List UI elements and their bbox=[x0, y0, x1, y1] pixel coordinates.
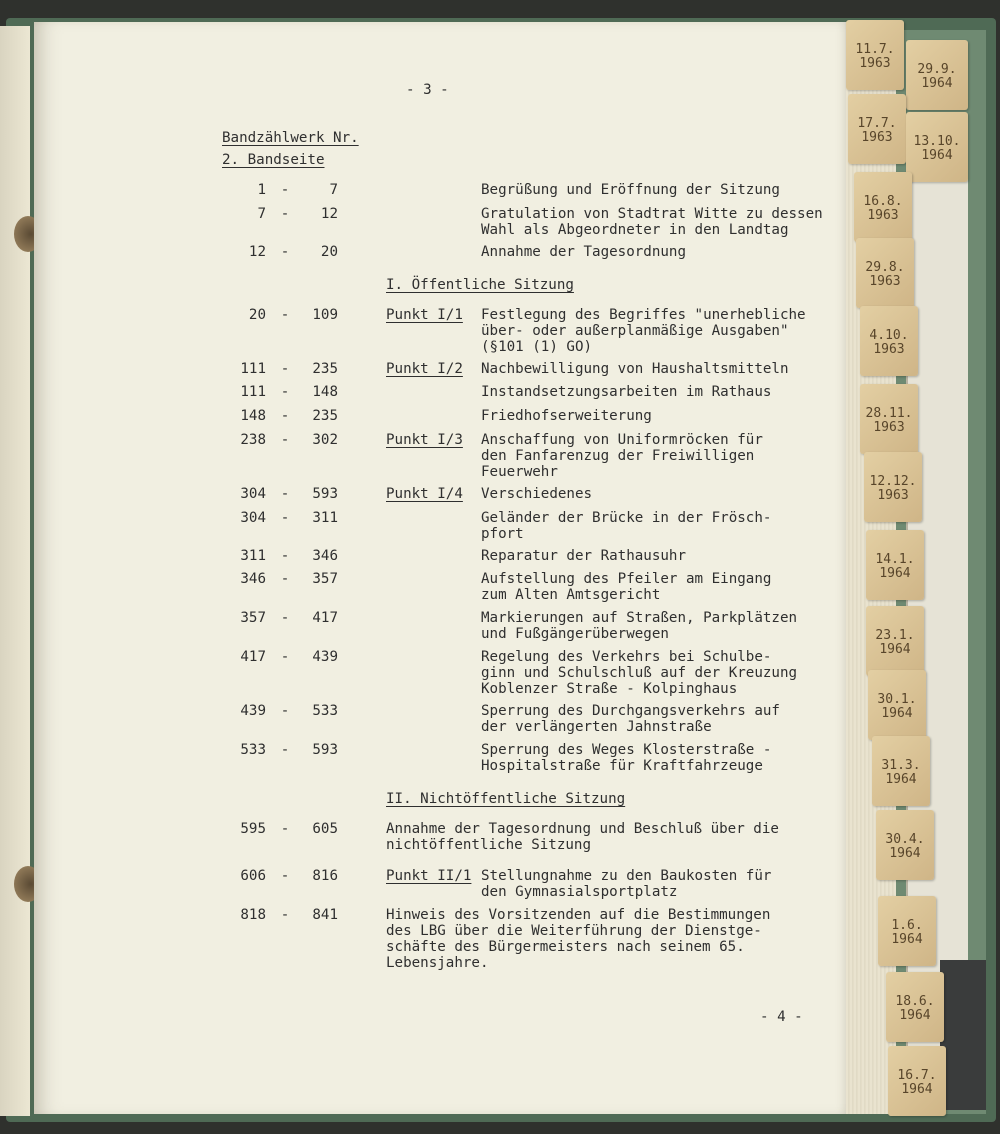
entry-to: 12 bbox=[320, 206, 338, 222]
entry-text: Sperrung des Weges Klosterstraße - Hospitalstraße für Kraftfahrzeuge bbox=[481, 742, 772, 774]
entry-to: 302 bbox=[312, 432, 338, 448]
entry-dash: - bbox=[280, 361, 290, 377]
heading-band-side: 2. Bandseite bbox=[222, 152, 325, 168]
date-tab[interactable]: 29.8. 1963 bbox=[856, 238, 914, 308]
entry-to: 20 bbox=[320, 244, 338, 260]
entry-text: Stellungnahme zu den Baukosten für den Gymnasialsportplatz bbox=[481, 868, 772, 900]
entry-dash: - bbox=[280, 610, 290, 626]
entry-to: 235 bbox=[312, 361, 338, 377]
date-tab[interactable]: 1.6. 1964 bbox=[878, 896, 936, 966]
date-tab[interactable]: 23.1. 1964 bbox=[866, 606, 924, 676]
date-tab[interactable]: 16.7. 1964 bbox=[888, 1046, 946, 1116]
next-page-marker: - 4 - bbox=[760, 1009, 803, 1025]
entry-dash: - bbox=[280, 486, 290, 502]
entry-to: 816 bbox=[312, 868, 338, 884]
entry-text: Annahme der Tagesordnung und Beschluß über die nichtöffentliche Sitzung bbox=[386, 821, 779, 853]
section-public-title: I. Öffentliche Sitzung bbox=[386, 277, 574, 293]
entry-dash: - bbox=[280, 548, 290, 564]
entry-from: 606 bbox=[240, 868, 266, 884]
entry-to: 533 bbox=[312, 703, 338, 719]
entry-dash: - bbox=[280, 182, 290, 198]
entry-text: Markierungen auf Straßen, Parkplätzen und Fußgängerüberwegen bbox=[481, 610, 798, 642]
entry-dash: - bbox=[280, 408, 290, 424]
entry-dash: - bbox=[280, 649, 290, 665]
document-page bbox=[34, 22, 846, 1114]
date-tab[interactable]: 16.8. 1963 bbox=[854, 172, 912, 242]
entry-from: 439 bbox=[240, 703, 266, 719]
left-page-edge bbox=[0, 26, 30, 1116]
heading-counter: Bandzählwerk Nr. bbox=[222, 130, 359, 146]
entry-to: 148 bbox=[312, 384, 338, 400]
entry-to: 605 bbox=[312, 821, 338, 837]
entry-from: 111 bbox=[240, 384, 266, 400]
entry-text: Regelung des Verkehrs bei Schulbe- ginn und Schulschluß auf der Kreuzung Koblenzer Straße - Kolpinghaus bbox=[481, 649, 798, 697]
date-tab[interactable]: 30.4. 1964 bbox=[876, 810, 934, 880]
entry-to: 417 bbox=[312, 610, 338, 626]
entry-from: 304 bbox=[240, 510, 266, 526]
entry-from: 304 bbox=[240, 486, 266, 502]
entry-from: 311 bbox=[240, 548, 266, 564]
page-number: - 3 - bbox=[406, 82, 449, 98]
date-tab[interactable]: 30.1. 1964 bbox=[868, 670, 926, 740]
date-tab[interactable]: 31.3. 1964 bbox=[872, 736, 930, 806]
entry-to: 841 bbox=[312, 907, 338, 923]
entry-to: 593 bbox=[312, 742, 338, 758]
entry-text: Hinweis des Vorsitzenden auf die Bestimmungen des LBG über die Weiterführung der Dienstge- schäfte des Bürgermeisters nach seinem 65. Lebensjahre. bbox=[386, 907, 771, 971]
entry-to: 7 bbox=[329, 182, 338, 198]
date-tab[interactable]: 28.11. 1963 bbox=[860, 384, 918, 454]
entry-to: 439 bbox=[312, 649, 338, 665]
entry-from: 111 bbox=[240, 361, 266, 377]
entry-from: 238 bbox=[240, 432, 266, 448]
section-nonpublic-title: II. Nichtöffentliche Sitzung bbox=[386, 791, 626, 807]
entry-to: 311 bbox=[312, 510, 338, 526]
entry-text: Begrüßung und Eröffnung der Sitzung bbox=[481, 182, 780, 198]
entry-dash: - bbox=[280, 742, 290, 758]
date-tab[interactable]: 29.9. 1964 bbox=[906, 40, 968, 110]
entry-text: Instandsetzungsarbeiten im Rathaus bbox=[481, 384, 772, 400]
entry-dash: - bbox=[280, 868, 290, 884]
entry-from: 533 bbox=[240, 742, 266, 758]
entry-text: Reparatur der Rathausuhr bbox=[481, 548, 686, 564]
date-tab[interactable]: 12.12. 1963 bbox=[864, 452, 922, 522]
entry-text: Geländer der Brücke in der Frösch- pfort bbox=[481, 510, 772, 542]
date-tab[interactable]: 11.7. 1963 bbox=[846, 20, 904, 90]
entry-dash: - bbox=[280, 244, 290, 260]
entry-from: 20 bbox=[248, 307, 266, 323]
entry-to: 593 bbox=[312, 486, 338, 502]
entry-dash: - bbox=[280, 703, 290, 719]
entry-from: 357 bbox=[240, 610, 266, 626]
entry-text: Sperrung des Durchgangsverkehrs auf der verlängerten Jahnstraße bbox=[481, 703, 780, 735]
entry-dash: - bbox=[280, 571, 290, 587]
entry-text: Verschiedenes bbox=[481, 486, 593, 502]
entry-text: Friedhofserweiterung bbox=[481, 408, 652, 424]
entry-from: 417 bbox=[240, 649, 266, 665]
entry-punkt: Punkt I/1 bbox=[386, 307, 463, 323]
date-tab[interactable]: 4.10. 1963 bbox=[860, 306, 918, 376]
entry-dash: - bbox=[280, 384, 290, 400]
entry-from: 148 bbox=[240, 408, 266, 424]
entry-text: Anschaffung von Uniformröcken für den Fanfarenzug der Freiwilligen Feuerwehr bbox=[481, 432, 763, 480]
entry-text: Gratulation von Stadtrat Witte zu dessen Wahl als Abgeordneter in den Landtag bbox=[481, 206, 823, 238]
entry-punkt: Punkt II/1 bbox=[386, 868, 472, 884]
date-tab[interactable]: 14.1. 1964 bbox=[866, 530, 924, 600]
entry-text: Annahme der Tagesordnung bbox=[481, 244, 686, 260]
entry-punkt: Punkt I/4 bbox=[386, 486, 463, 502]
date-tab[interactable]: 18.6. 1964 bbox=[886, 972, 944, 1042]
entry-from: 595 bbox=[240, 821, 266, 837]
entry-punkt: Punkt I/2 bbox=[386, 361, 463, 377]
entry-dash: - bbox=[280, 307, 290, 323]
entry-text: Festlegung des Begriffes "unerhebliche über- oder außerplanmäßige Ausgaben" (§101 (1) GO) bbox=[481, 307, 806, 355]
entry-dash: - bbox=[280, 206, 290, 222]
entry-from: 1 bbox=[257, 182, 266, 198]
entry-dash: - bbox=[280, 907, 290, 923]
entry-punkt: Punkt I/3 bbox=[386, 432, 463, 448]
entry-from: 7 bbox=[257, 206, 266, 222]
entry-from: 346 bbox=[240, 571, 266, 587]
entry-dash: - bbox=[280, 432, 290, 448]
binder-spine-strip bbox=[940, 960, 986, 1110]
entry-to: 235 bbox=[312, 408, 338, 424]
entry-to: 357 bbox=[312, 571, 338, 587]
entry-dash: - bbox=[280, 821, 290, 837]
entry-text: Nachbewilligung von Haushaltsmitteln bbox=[481, 361, 789, 377]
entry-dash: - bbox=[280, 510, 290, 526]
entry-from: 12 bbox=[248, 244, 266, 260]
date-tab[interactable]: 13.10. 1964 bbox=[906, 112, 968, 182]
date-tab[interactable]: 17.7. 1963 bbox=[848, 94, 906, 164]
entry-from: 818 bbox=[240, 907, 266, 923]
entry-to: 346 bbox=[312, 548, 338, 564]
entry-to: 109 bbox=[312, 307, 338, 323]
entry-text: Aufstellung des Pfeiler am Eingang zum Alten Amtsgericht bbox=[481, 571, 772, 603]
